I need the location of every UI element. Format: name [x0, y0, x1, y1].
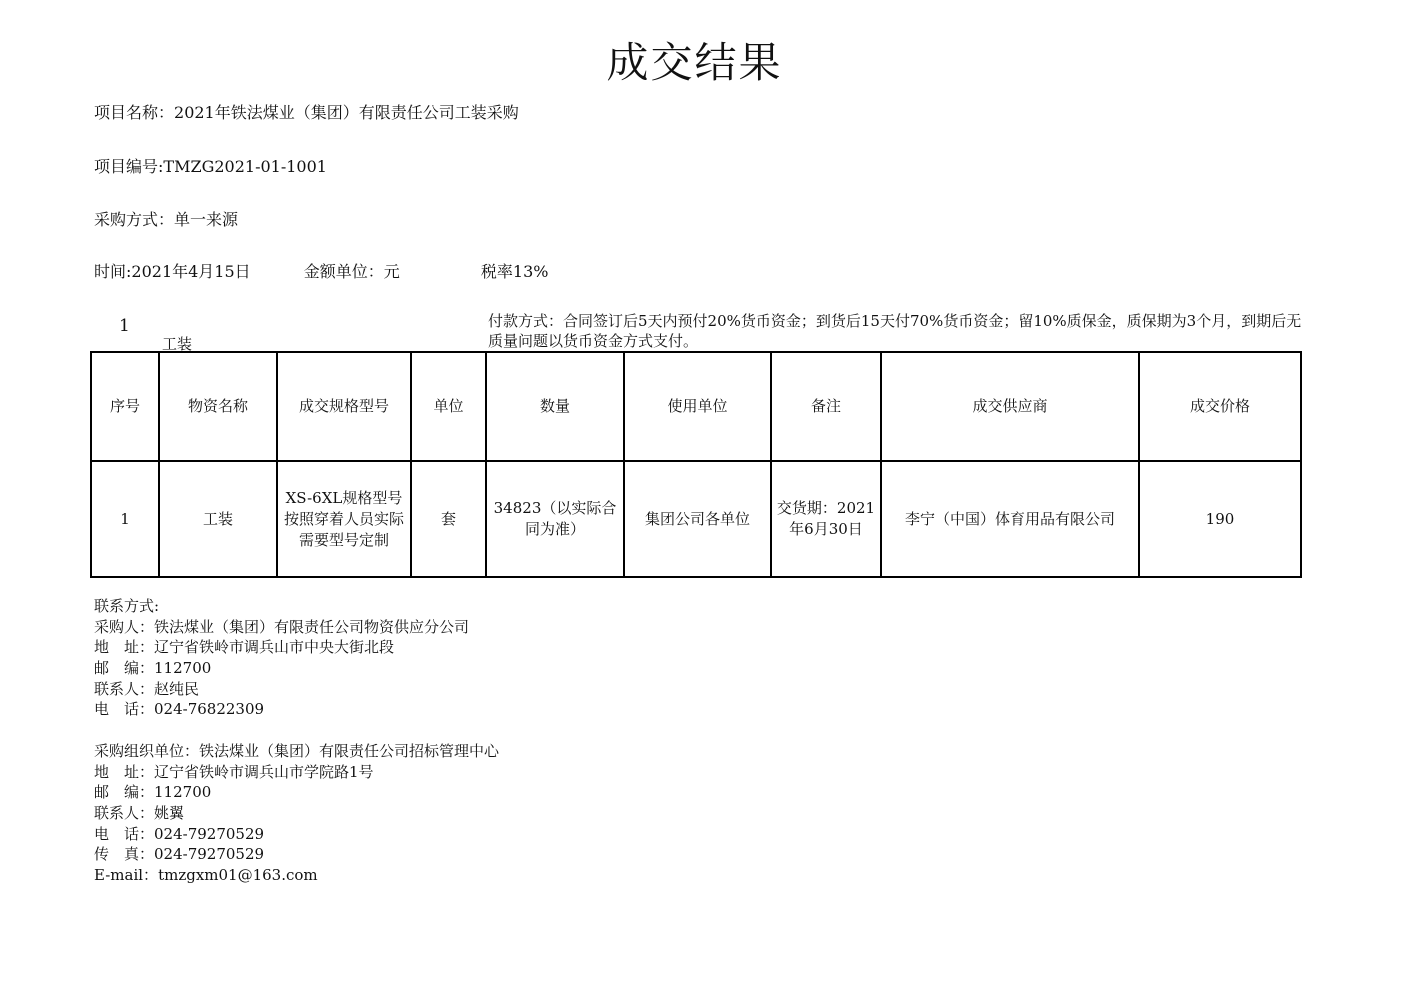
project-name-label: 项目名称： — [94, 103, 175, 122]
agency-person-line — [94, 803, 499, 824]
cell-supplier: 李宁（中国）体育用品有限公司 — [881, 461, 1139, 577]
agency-postcode: 112700 — [154, 783, 212, 802]
purchaser-phone-label: 电 话： — [94, 700, 155, 719]
currency-label: 金额单位： — [303, 262, 384, 281]
time-value: 2021年4月15日 — [131, 262, 251, 281]
purchaser-person-line — [94, 679, 499, 700]
time-label: 时间: — [94, 262, 132, 281]
purchaser-postcode: 112700 — [154, 659, 212, 678]
header-remark: 备注 — [771, 352, 881, 461]
agency-postcode-label: 邮 编： — [94, 783, 155, 802]
cell-spec: XS-6XL规格型号按照穿着人员实际需要型号定制 — [277, 461, 411, 577]
purchaser-person-label: 联系人： — [94, 679, 155, 698]
project-name: 2021年铁法煤业（集团）有限责任公司工装采购 — [174, 103, 519, 122]
purchaser-postcode-line — [94, 658, 499, 679]
cell-price: 190 — [1139, 461, 1301, 577]
cell-unit: 套 — [411, 461, 486, 577]
purchaser-name-line — [94, 617, 499, 638]
project-code-label: 项目编号: — [94, 157, 164, 176]
cell-remark: 交货期：2021年6月30日 — [771, 461, 881, 577]
table-header-row — [91, 352, 1301, 461]
agency-email-label: E-mail： — [94, 865, 159, 884]
page-title: 成交结果 — [606, 38, 783, 87]
purchaser-person: 赵纯民 — [154, 679, 200, 698]
purchaser-address-line — [94, 637, 499, 658]
contact-heading: 联系方式: — [94, 597, 160, 615]
header-supplier: 成交供应商 — [881, 352, 1139, 461]
cell-user-unit: 集团公司各单位 — [624, 461, 771, 577]
purchaser-address-label: 地 址： — [94, 638, 155, 657]
payment-terms: 付款方式：合同签订后5天内预付20%货币资金；到货后15天付70%货币资金；留10%质保金，质保期为3个月，到期后无质量问题以货币资金方式支付。 — [488, 312, 1302, 350]
agency-email: tmzgxm01@163.com — [158, 865, 318, 884]
project-name-line — [94, 100, 519, 123]
header-spec: 成交规格型号 — [277, 352, 411, 461]
agency-person: 姚翼 — [154, 803, 185, 822]
agency-postcode-line — [94, 782, 499, 803]
cell-material: 工装 — [159, 461, 277, 577]
table-row — [91, 461, 1301, 577]
procurement-method-line — [94, 207, 238, 230]
procurement-method: 单一来源 — [174, 210, 239, 229]
header-unit: 单位 — [411, 352, 486, 461]
purchaser-name: 铁法煤业（集团）有限责任公司物资供应分公司 — [154, 617, 470, 636]
cell-index: 1 — [91, 461, 159, 577]
agency-address-label: 地 址： — [94, 762, 155, 781]
agency-fax: 024-79270529 — [154, 845, 265, 864]
tax-rate: 税率13% — [480, 262, 549, 281]
agency-address: 辽宁省铁岭市调兵山市学院路1号 — [154, 762, 374, 781]
header-user-unit: 使用单位 — [624, 352, 771, 461]
time-currency-line — [94, 259, 548, 282]
purchaser-address: 辽宁省铁岭市调兵山市中央大街北段 — [154, 638, 395, 657]
purchaser-name-label: 采购人： — [94, 617, 155, 636]
agency-email-line — [94, 865, 499, 886]
header-material: 物资名称 — [159, 352, 277, 461]
agency-name-label: 采购组织单位： — [94, 741, 200, 760]
currency-value: 元 — [383, 262, 400, 281]
purchaser-phone: 024-76822309 — [154, 700, 265, 719]
agency-fax-line — [94, 844, 499, 865]
header-price: 成交价格 — [1139, 352, 1301, 461]
contact-section — [94, 596, 499, 886]
agency-phone-line — [94, 824, 499, 845]
agency-person-label: 联系人： — [94, 803, 155, 822]
purchaser-postcode-label: 邮 编： — [94, 659, 155, 678]
agency-name: 铁法煤业（集团）有限责任公司招标管理中心 — [199, 741, 500, 760]
agency-phone-label: 电 话： — [94, 824, 155, 843]
cell-quantity: 34823（以实际合同为准） — [486, 461, 624, 577]
group-name: 工装 — [162, 335, 193, 353]
result-table — [90, 351, 1302, 578]
agency-phone: 024-79270529 — [154, 824, 265, 843]
agency-name-line — [94, 741, 499, 762]
procurement-method-label: 采购方式： — [94, 210, 175, 229]
agency-fax-label: 传 真： — [94, 845, 155, 864]
agency-address-line — [94, 762, 499, 783]
purchaser-phone-line — [94, 699, 499, 720]
group-number: 1 — [119, 316, 130, 336]
header-quantity: 数量 — [486, 352, 624, 461]
header-index: 序号 — [91, 352, 159, 461]
spacer — [94, 720, 499, 741]
project-code-line — [94, 154, 327, 177]
project-code: TMZG2021-01-1001 — [163, 157, 327, 176]
